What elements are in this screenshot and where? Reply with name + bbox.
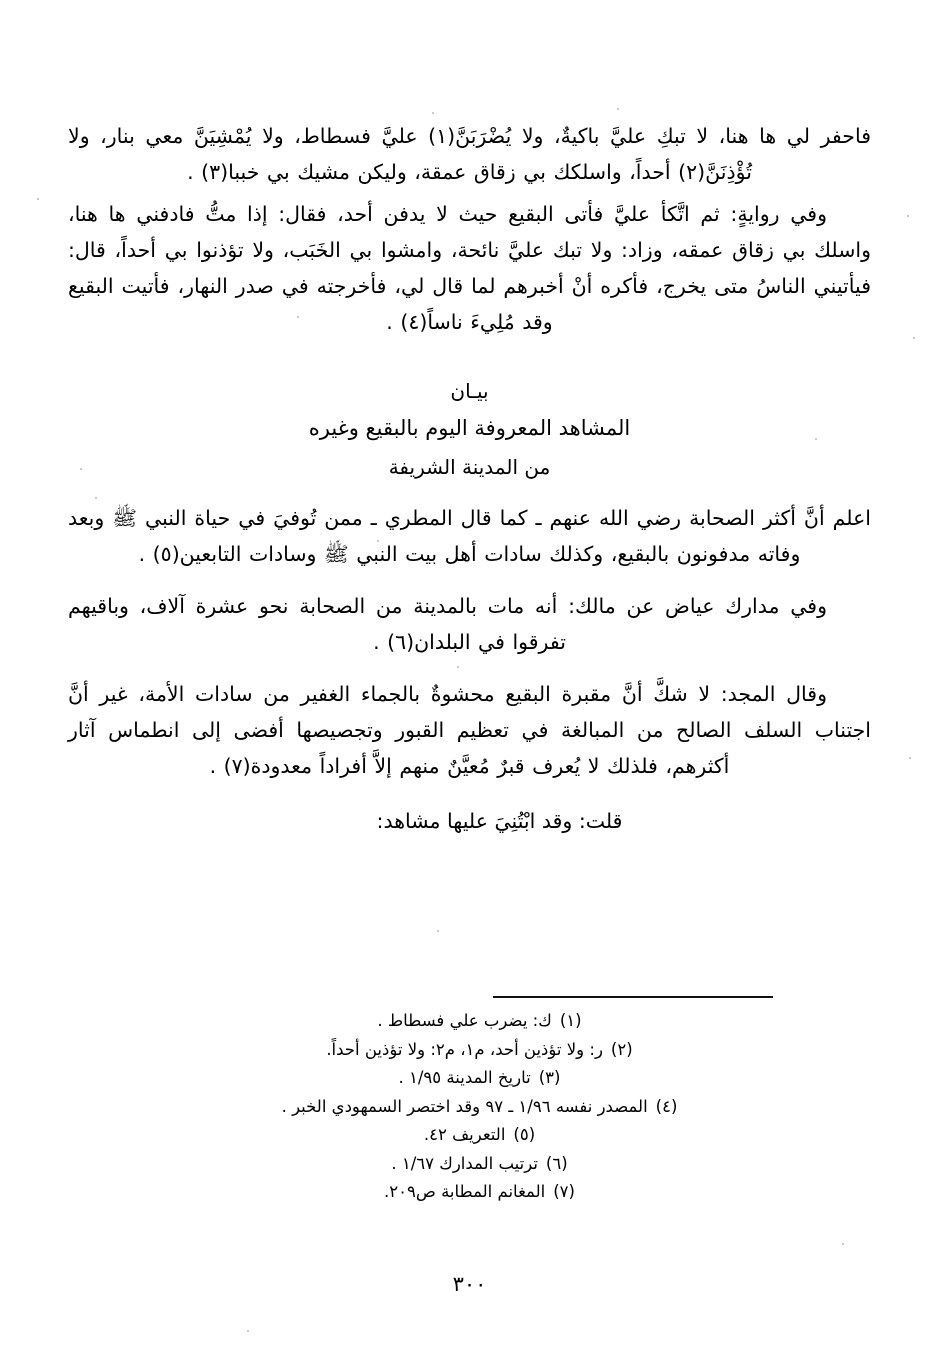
spacer <box>68 490 871 500</box>
footnote-text: ك: يضرب علي فسطاط . <box>377 1011 552 1030</box>
footnote-text: تاريخ المدينة ١/٩٥ . <box>398 1068 531 1087</box>
body-paragraph-3: اعلم أنَّ أكثر الصحابة رضي الله عنهم ـ كما قال المطري ـ ممن تُوفيَ في حياة النبي ﷺ وبعد وفاته مدفونون بالبقيع، وكذلك سادات أهل بيت النبي ﷺ وسادات التابعين(٥) . <box>68 506 871 566</box>
scan-speckle <box>842 1243 844 1245</box>
footnotes-section <box>68 996 871 1208</box>
footnote-item <box>68 1065 871 1092</box>
body-paragraph-2: وفي روايةٍ: ثم اتَّكأ عليَّ فأتى البقيع حيث لا يدفن أحد، فقال: إذا متُّ فادفني ها هنا، واسلك بي زقاق عمقه، وزاد: ولا تبك عليَّ نائحة، وامشوا بي الخَبَب، ولا تؤذنوا بي أحداً، قال: فيأتيني الناسُ متى يخرج، فأكره أنْ أخبرهم لما قال لي، فأخرجته في صدر النهار، فأتيت البقيع وقد مُلِيءَ ناساً(٤) . <box>68 202 871 334</box>
footnote-text: المصدر نفسه ١/٩٦ ـ ٩٧ وقد اختصر السمهودي الخبر . <box>281 1096 648 1116</box>
footnote-separator <box>493 996 773 998</box>
scan-speckle <box>247 1330 249 1332</box>
footnote-marker: (٥) <box>513 1125 536 1144</box>
body-paragraph-6: قلت: وقد ابْتُنِيَ عليها مشاهد: <box>376 809 623 833</box>
footnote-item <box>68 1151 871 1178</box>
footnote-marker: (٤) <box>655 1096 678 1116</box>
scan-speckle <box>437 930 439 932</box>
footnote-item <box>68 1094 871 1121</box>
footnote-marker: (٢) <box>610 1039 633 1059</box>
footnote-item <box>68 1179 871 1206</box>
footnote-list <box>68 1008 871 1206</box>
heading-bayan: بيـان <box>450 379 489 403</box>
footnote-text: ر: ولا تؤذين أحد، م١، م٢: ولا تؤذين أحداً. <box>326 1039 603 1059</box>
page-body <box>68 118 871 838</box>
scan-speckle <box>37 198 39 200</box>
spacer <box>68 666 871 676</box>
footnote-marker: (٣) <box>538 1068 561 1087</box>
footnote-text: المغانم المطابة ص٢٠٩. <box>384 1182 546 1201</box>
scan-speckle <box>913 337 915 339</box>
footnote-text: التعريف ٤٢. <box>423 1125 506 1144</box>
scan-speckle <box>907 215 909 217</box>
page-number: ٣٠٠ <box>452 1272 487 1296</box>
footnote-text: ترتيب المدارك ١/٦٧ . <box>391 1153 538 1173</box>
footnote-marker: (٦) <box>545 1153 568 1173</box>
scan-speckle <box>432 112 434 114</box>
body-paragraph-5: وقال المجد: لا شكَّ أنَّ مقبرة البقيع محشوةٌ بالجماء الغفير من سادات الأمة، غير أنَّ اجتناب السلف الصالح من المبالغة في تعظيم القبور وتجصيصها أفضى إلى انطماس آثار أكثرهم، فلذلك لا يُعرف قبرٌ مُعيَّنٌ منهم إلاَّ أفراداً معدودة(٧) . <box>68 682 871 778</box>
scan-speckle <box>909 757 911 759</box>
heading-location: من المدينة الشريفة <box>388 455 551 479</box>
body-paragraph-4: وفي مدارك عياض عن مالك: أنه مات بالمدينة من الصحابة نحو عشرة آلاف، وباقيهم تفرقوا في البلدان(٦) . <box>68 594 827 654</box>
footnote-marker: (١) <box>559 1011 582 1030</box>
footnote-item <box>68 1122 871 1149</box>
spacer <box>68 790 871 800</box>
section-heading-group <box>68 374 871 486</box>
body-paragraph-1: فاحفر لي ها هنا، لا تبكِ عليَّ باكيةٌ، ولا يُضْرَبَنَّ(١) عليَّ فسطاط، ولا يُمْشِيَنَّ معي بنار، ولا تُؤْذِنَنَّ(٢) أحداً، واسلكك بي زقاق عمقة، وليكن مشيك بي خببا(٣) . <box>68 124 871 184</box>
spacer <box>68 346 871 364</box>
footnote-item <box>68 1008 871 1035</box>
spacer <box>68 578 871 588</box>
footnote-item <box>68 1037 871 1064</box>
scan-speckle <box>617 108 619 110</box>
footnote-marker: (٧) <box>553 1182 575 1201</box>
heading-subject: المشاهد المعروفة اليوم بالبقيع وغيره <box>308 416 631 440</box>
